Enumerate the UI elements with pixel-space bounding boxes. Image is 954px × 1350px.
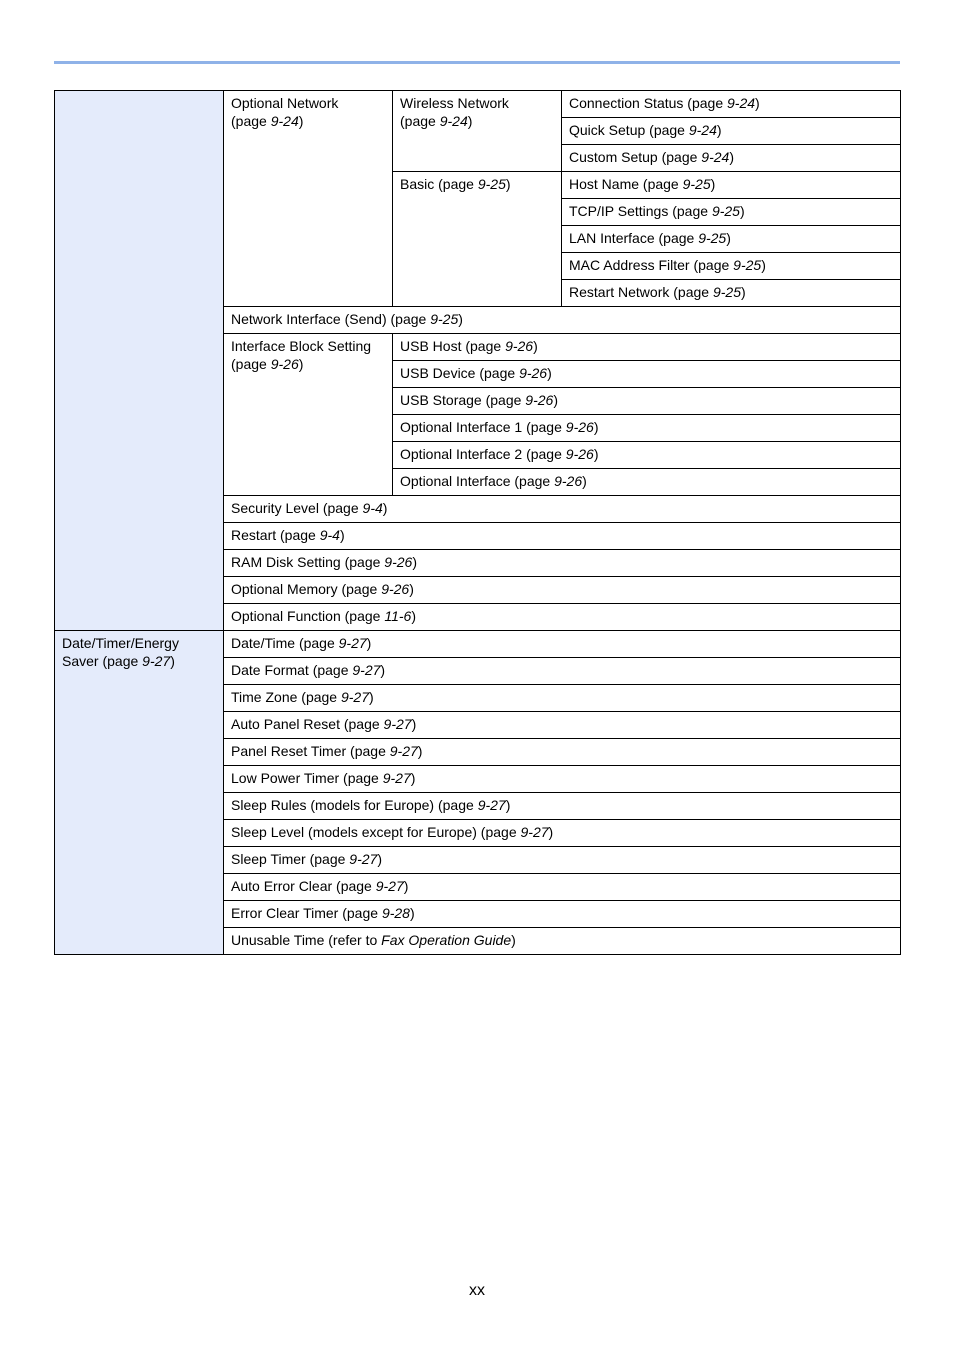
page-ref[interactable]: 9-26 bbox=[519, 365, 548, 381]
page-ref[interactable]: 9-27 bbox=[477, 797, 506, 813]
menu-item: Time Zone (page 9-27) bbox=[224, 685, 901, 712]
menu-item: Sleep Level (models except for Europe) (page 9-27) bbox=[224, 820, 901, 847]
date-timer-cell: Date/Timer/Energy Saver (page 9-27) bbox=[55, 631, 224, 955]
menu-table bbox=[54, 90, 901, 955]
menu-item: LAN Interface (page 9-25) bbox=[562, 226, 901, 253]
page-ref[interactable]: 9-4 bbox=[319, 527, 340, 543]
menu-item: TCP/IP Settings (page 9-25) bbox=[562, 199, 901, 226]
header-rule bbox=[54, 61, 900, 64]
page-ref[interactable]: 9-27 bbox=[338, 635, 367, 651]
page-ref[interactable]: 9-26 bbox=[270, 356, 299, 372]
menu-item: Optional Interface (page 9-26) bbox=[393, 469, 901, 496]
optional-network-label: Optional Network bbox=[231, 95, 339, 111]
page-ref[interactable]: 9-24 bbox=[727, 95, 756, 111]
menu-item: Auto Error Clear (page 9-27) bbox=[224, 874, 901, 901]
page-ref[interactable]: 11-6 bbox=[384, 608, 412, 624]
page-ref[interactable]: 9-27 bbox=[340, 689, 370, 705]
page-ref[interactable]: 9-28 bbox=[381, 905, 410, 921]
menu-item: Sleep Rules (models for Europe) (page 9-27) bbox=[224, 793, 901, 820]
page-ref[interactable]: 9-25 bbox=[712, 284, 741, 300]
menu-item: MAC Address Filter (page 9-25) bbox=[562, 253, 901, 280]
page-ref[interactable]: 9-27 bbox=[375, 878, 404, 894]
menu-item: Low Power Timer (page 9-27) bbox=[224, 766, 901, 793]
menu-item: RAM Disk Setting (page 9-26) bbox=[224, 550, 901, 577]
page-ref[interactable]: 9-24 bbox=[701, 149, 730, 165]
menu-item: Security Level (page 9-4) bbox=[224, 496, 901, 523]
page-ref[interactable]: 9-27 bbox=[382, 770, 411, 786]
page-ref[interactable]: 9-25 bbox=[733, 257, 762, 273]
menu-item: Auto Panel Reset (page 9-27) bbox=[224, 712, 901, 739]
menu-item: Optional Memory (page 9-26) bbox=[224, 577, 901, 604]
page-ref[interactable]: 9-27 bbox=[520, 824, 549, 840]
date-timer-label: Date/Timer/Energy bbox=[62, 635, 179, 651]
page-ref[interactable]: 9-26 bbox=[384, 554, 413, 570]
page-ref[interactable]: 9-25 bbox=[698, 230, 727, 246]
menu-item: USB Host (page 9-26) bbox=[393, 334, 901, 361]
menu-item: Custom Setup (page 9-24) bbox=[562, 145, 901, 172]
page-ref[interactable]: 9-24 bbox=[439, 113, 468, 129]
page-number: xx bbox=[469, 1282, 485, 1299]
page-ref[interactable]: 9-25 bbox=[430, 311, 459, 327]
page-ref[interactable]: 9-26 bbox=[505, 338, 534, 354]
page-ref[interactable]: 9-25 bbox=[682, 176, 711, 192]
page-ref[interactable]: 9-4 bbox=[362, 500, 383, 516]
menu-item: Optional Interface 1 (page 9-26) bbox=[393, 415, 901, 442]
menu-item: Panel Reset Timer (page 9-27) bbox=[224, 739, 901, 766]
menu-item: USB Storage (page 9-26) bbox=[393, 388, 901, 415]
menu-item: Network Interface (Send) (page 9-25) bbox=[224, 307, 901, 334]
page-ref[interactable]: 9-24 bbox=[688, 122, 717, 138]
menu-item: Restart (page 9-4) bbox=[224, 523, 901, 550]
menu-item: Sleep Timer (page 9-27) bbox=[224, 847, 901, 874]
menu-item: Optional Function (page 11-6) bbox=[224, 604, 901, 631]
menu-item: USB Device (page 9-26) bbox=[393, 361, 901, 388]
page-ref[interactable]: 9-26 bbox=[565, 419, 594, 435]
menu-item: Error Clear Timer (page 9-28) bbox=[224, 901, 901, 928]
menu-item: Date/Time (page 9-27) bbox=[224, 631, 901, 658]
page-ref[interactable]: 9-25 bbox=[477, 176, 506, 192]
guide-ref[interactable]: Fax Operation Guide bbox=[381, 932, 512, 948]
menu-item: Host Name (page 9-25) bbox=[562, 172, 901, 199]
basic-cell: Basic (page 9-25) bbox=[393, 172, 562, 307]
page-ref[interactable]: 9-25 bbox=[711, 203, 740, 219]
page-ref[interactable]: 9-26 bbox=[554, 473, 583, 489]
wireless-network-label: Wireless Network bbox=[400, 95, 509, 111]
interface-block-cell: Interface Block Setting (page 9-26) bbox=[224, 334, 393, 496]
page-ref[interactable]: 9-26 bbox=[525, 392, 554, 408]
page-ref[interactable]: 9-26 bbox=[381, 581, 410, 597]
menu-item: Unusable Time (refer to Fax Operation Guide) bbox=[224, 928, 901, 955]
menu-item: Quick Setup (page 9-24) bbox=[562, 118, 901, 145]
page-ref[interactable]: 9-27 bbox=[142, 653, 171, 669]
menu-item: Date Format (page 9-27) bbox=[224, 658, 901, 685]
menu-item: Connection Status (page 9-24) bbox=[562, 91, 901, 118]
menu-item: Restart Network (page 9-25) bbox=[562, 280, 901, 307]
interface-block-label: Interface Block Setting bbox=[231, 338, 372, 354]
page-ref[interactable]: 9-27 bbox=[383, 716, 412, 732]
menu-item: Optional Interface 2 (page 9-26) bbox=[393, 442, 901, 469]
basic-label: Basic (page bbox=[400, 176, 478, 192]
page-ref[interactable]: 9-27 bbox=[349, 851, 378, 867]
page-ref[interactable]: 9-26 bbox=[565, 446, 594, 462]
level1-blank-cell bbox=[55, 91, 224, 631]
optional-network-cell: Optional Network (page 9-24) bbox=[224, 91, 393, 307]
wireless-network-cell: Wireless Network (page 9-24) bbox=[393, 91, 562, 172]
page-ref[interactable]: 9-27 bbox=[352, 662, 381, 678]
page-ref[interactable]: 9-24 bbox=[270, 113, 299, 129]
page-ref[interactable]: 9-27 bbox=[389, 743, 418, 759]
